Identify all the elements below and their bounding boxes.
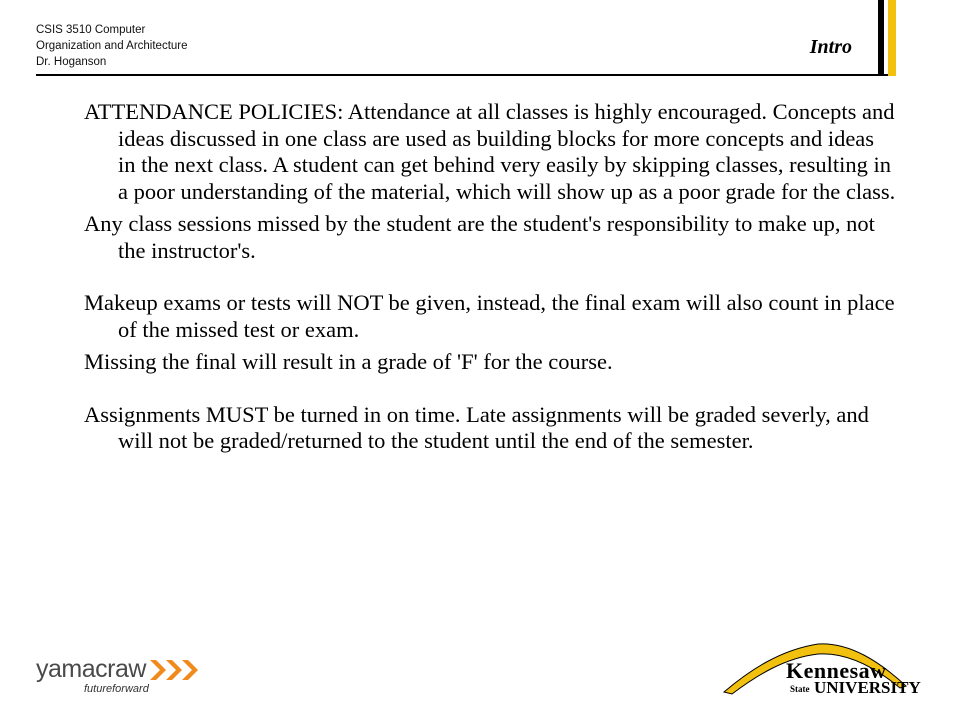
- ksu-name: Kennesaw: [786, 658, 887, 683]
- assignments-paragraph: Assignments MUST be turned in on time. Late assignments will be graded severly, and will not be graded/returned to the student until the end of the semester.: [84, 401, 869, 453]
- course-line-2: Organization and Architecture: [36, 40, 188, 52]
- yamacraw-wordmark: yamacraw: [36, 655, 146, 683]
- yamacraw-tagline: futureforward: [84, 683, 149, 695]
- header-bar-black: [878, 0, 884, 76]
- instructor-name: Dr. Hoganson: [36, 56, 107, 68]
- slide-content: [84, 99, 896, 455]
- slide-title: Intro: [809, 36, 852, 58]
- course-header: [36, 22, 296, 70]
- yamacraw-logo: [36, 655, 186, 697]
- header-bar-gold: [888, 0, 896, 76]
- missing-final-paragraph: Missing the final will result in a grade of 'F' for the course.: [84, 349, 613, 374]
- missed-sessions-paragraph: Any class sessions missed by the student are the student's responsibility to make up, not the instructor's.: [84, 211, 875, 263]
- makeup-exams-paragraph: Makeup exams or tests will NOT be given, instead, the final exam will also count in place of the missed test or exam.: [84, 290, 895, 342]
- chevrons-icon: [148, 657, 202, 683]
- ksu-logo: [720, 640, 921, 704]
- attendance-policy-paragraph: ATTENDANCE POLICIES: Attendance at all classes is highly encouraged. Concepts and ideas discussed in one class are used as building blocks for more concepts and ideas in the next class. A student can get behind very easily by skipping classes, resulting in a poor understanding of the material, which will show up as a poor grade for the class.: [84, 99, 896, 204]
- course-line-1: CSIS 3510 Computer: [36, 24, 146, 36]
- header-rule: [36, 74, 894, 76]
- ksu-university: UNIVERSITY: [814, 678, 921, 697]
- ksu-state: State: [790, 684, 810, 694]
